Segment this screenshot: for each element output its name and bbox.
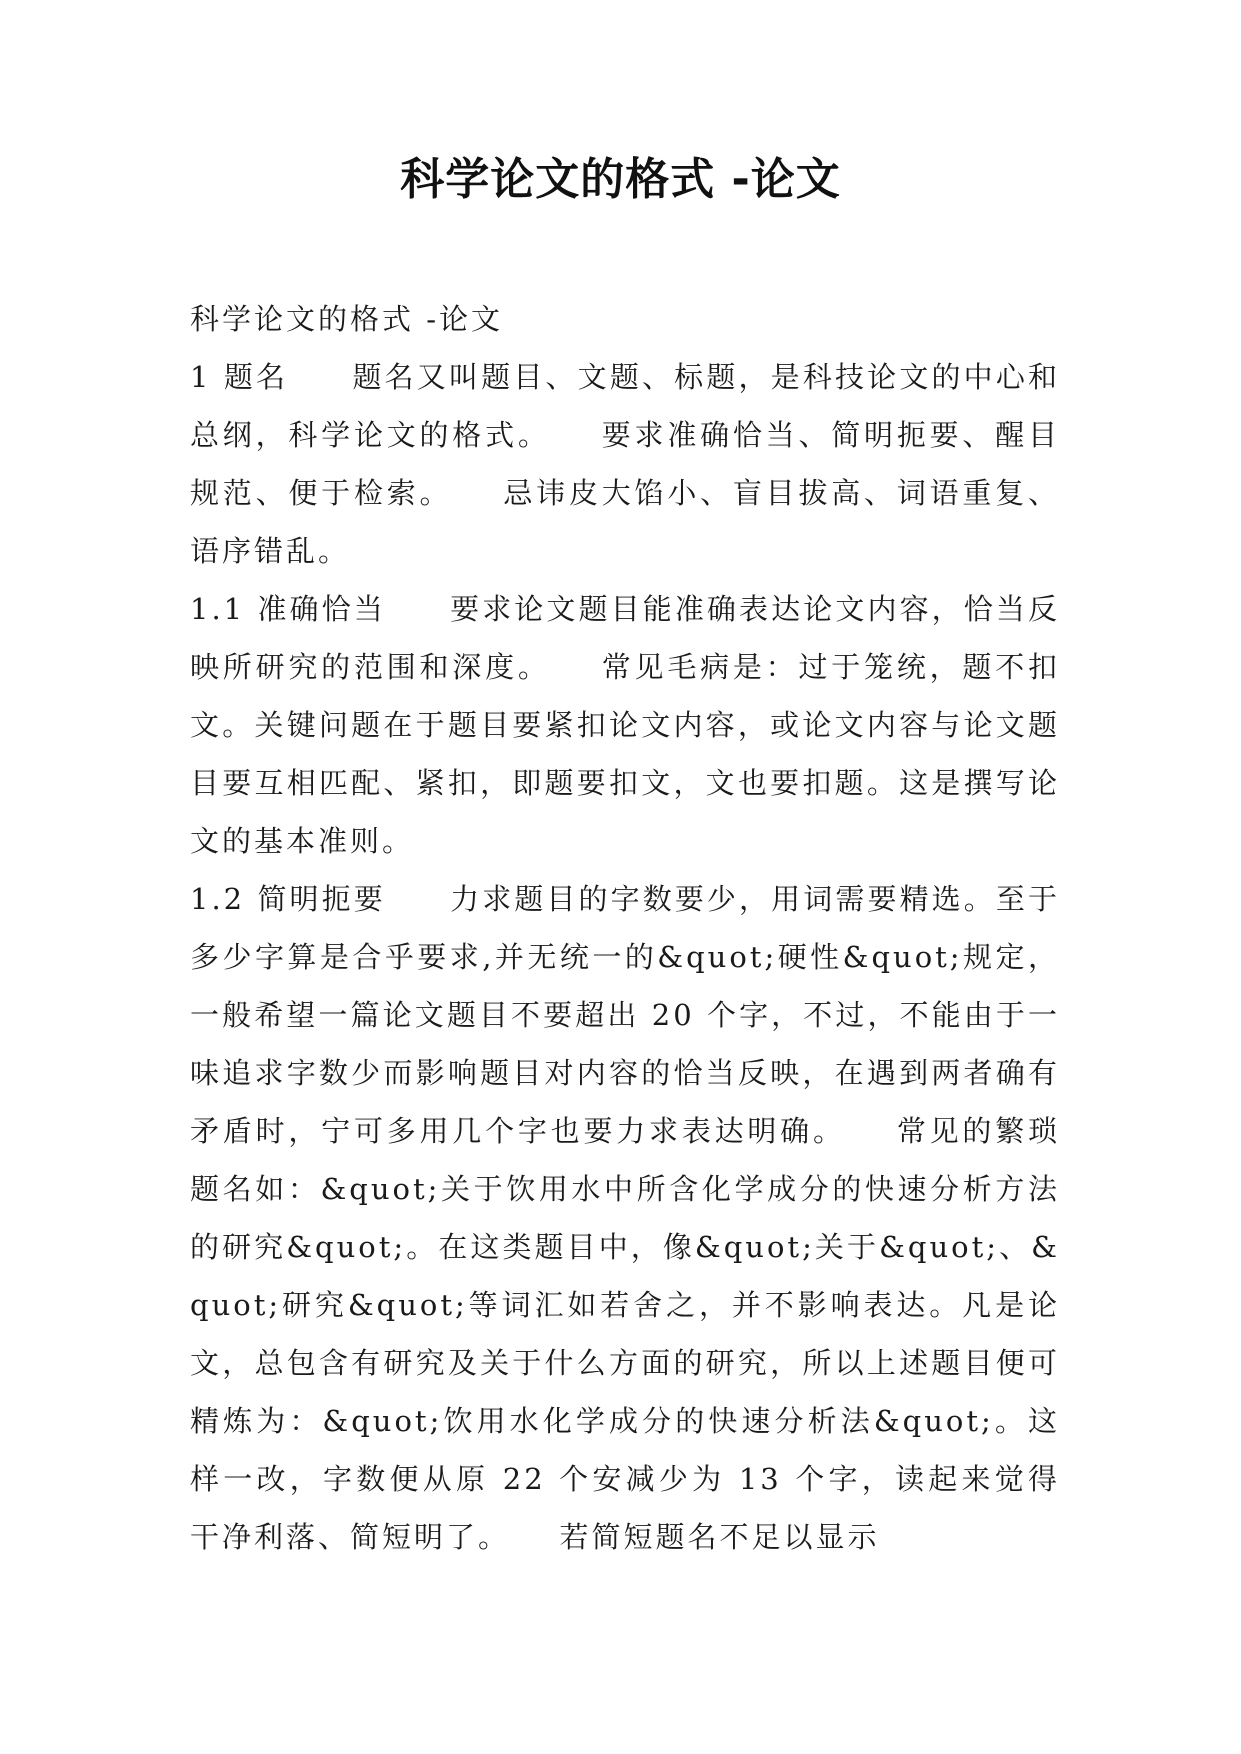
- paragraph-subtitle: 科学论文的格式 -论文: [190, 302, 504, 336]
- paragraph-section-1-1: 1.1 准确恰当 要求论文题目能准确表达论文内容，恰当反映所研究的范围和深度。 常见毛病是：过于笼统，题不扣文。关键问题在于题目要紧扣论文内容，或论文内容与论文题目要互相匹配、紧扣，即题要扣文，文也要扣题。这是撰写论文的基本准则。: [190, 592, 1060, 858]
- document-body: [190, 290, 1060, 1566]
- document-title: 科学论文的格式 -论文: [400, 154, 841, 205]
- paragraph-section-1: 1 题名 题名又叫题目、文题、标题，是科技论文的中心和总纲，科学论文的格式。 要求准确恰当、简明扼要、醒目规范、便于检索。 忌讳皮大馅小、盲目拔高、词语重复、语序错乱。: [190, 360, 1060, 568]
- paragraph-section-1-2: 1.2 简明扼要 力求题目的字数要少，用词需要精选。至于多少字算是合乎要求,并无统一的&quot;硬性&quot;规定，一般希望一篇论文题目不要超出 20 个字，不过，不能由于一味追求字数少而影响题目对内容的恰当反映，在遇到两者确有矛盾时，宁可多用几个字也要力求表达明确。 常见的繁琐题名如：&quot;关于饮用水中所含化学成分的快速分析方法的研究&quot;。在这类题目中，像&quot;关于&quot;、&quot;研究&quot;等词汇如若舍之，并不影响表达。凡是论文，总包含有研究及关于什么方面的研究，所以上述题目便可精炼为：&quot;饮用水化学成分的快速分析法&quot;。这样一改，字数便从原 22 个安减少为 13 个字，读起来觉得干净利落、简短明了。 若简短题名不足以显示: [190, 882, 1060, 1554]
